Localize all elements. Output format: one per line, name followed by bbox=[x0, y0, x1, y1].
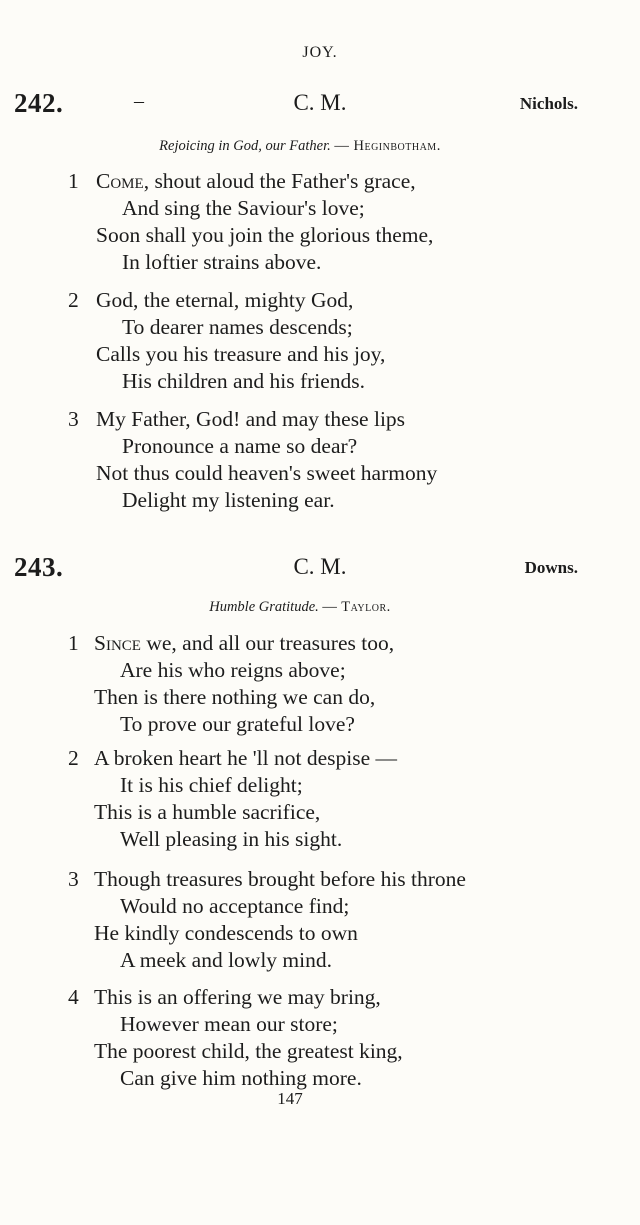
subtitle-author: — Taylor. bbox=[322, 599, 391, 615]
subtitle-author: — Heginbotham. bbox=[334, 138, 441, 154]
verse-line: And sing the Saviour's love; bbox=[122, 196, 365, 220]
verse-line: Well pleasing in his sight. bbox=[120, 827, 343, 851]
hymn-number: 243. bbox=[14, 552, 64, 582]
line-text: , shout aloud the Father's grace, bbox=[143, 169, 416, 193]
verse-line: Pronounce a name so dear? bbox=[122, 434, 358, 458]
verse-line: He kindly condescends to own bbox=[94, 921, 358, 945]
verse-line: It is his chief delight; bbox=[120, 773, 303, 797]
verse-number: 1 bbox=[68, 631, 79, 655]
hymn-number: 242. bbox=[14, 88, 64, 118]
verse-line: Though treasures brought before his throne bbox=[94, 867, 466, 891]
verse-line: God, the eternal, mighty God, bbox=[96, 288, 354, 312]
verse-number: 2 bbox=[68, 288, 79, 312]
hymn-242-subtitle bbox=[0, 138, 600, 155]
hymn-tune: Downs. bbox=[524, 558, 578, 577]
verse-line: A broken heart he 'll not despise — bbox=[94, 746, 398, 770]
verse-line: His children and his friends. bbox=[122, 369, 366, 393]
running-head: JOY. bbox=[302, 44, 338, 61]
verse-line bbox=[96, 168, 416, 194]
hymn-243-subtitle bbox=[0, 599, 600, 616]
verse-line: A meek and lowly mind. bbox=[120, 948, 332, 972]
verse-line: Would no acceptance find; bbox=[120, 894, 350, 918]
verse-line: This is a humble sacrifice, bbox=[94, 800, 321, 824]
hymn-tune: Nichols. bbox=[519, 94, 578, 113]
verse-line: To dearer names descends; bbox=[122, 315, 353, 339]
first-word: Since bbox=[94, 631, 141, 655]
hymn-dash: – bbox=[134, 90, 144, 112]
hymn-meter: C. M. bbox=[293, 554, 347, 579]
verse-line: Calls you his treasure and his joy, bbox=[96, 342, 386, 366]
verse-line: Then is there nothing we can do, bbox=[94, 685, 376, 709]
verse-line: Not thus could heaven's sweet harmony bbox=[96, 461, 438, 485]
first-word: Come bbox=[96, 169, 144, 193]
verse-line: Soon shall you join the glorious theme, bbox=[96, 223, 434, 247]
verse-number: 2 bbox=[68, 746, 79, 770]
verse-line: This is an offering we may bring, bbox=[94, 985, 381, 1009]
page-number: 147 bbox=[277, 1089, 303, 1108]
verse-number: 3 bbox=[68, 407, 79, 431]
verse-number: 3 bbox=[68, 867, 79, 891]
hymn-243-header bbox=[0, 552, 640, 586]
verse-number: 1 bbox=[68, 169, 79, 193]
verse-line: Are his who reigns above; bbox=[120, 658, 346, 682]
verse-line: The poorest child, the greatest king, bbox=[94, 1039, 403, 1063]
hymn-242-header bbox=[0, 88, 640, 122]
verse-line bbox=[94, 630, 394, 656]
verse-line: Delight my listening ear. bbox=[122, 488, 335, 512]
verse-line: My Father, God! and may these lips bbox=[96, 407, 406, 431]
subtitle-title: Rejoicing in God, our Father. bbox=[159, 138, 331, 154]
subtitle-title: Humble Gratitude. bbox=[209, 599, 319, 615]
verse-line: However mean our store; bbox=[120, 1012, 338, 1036]
hymn-meter: C. M. bbox=[293, 90, 347, 115]
verse-line: Can give him nothing more. bbox=[120, 1066, 362, 1090]
verse-number: 4 bbox=[68, 985, 79, 1009]
verse-line: In loftier strains above. bbox=[122, 250, 322, 274]
verse-line: To prove our grateful love? bbox=[120, 712, 355, 736]
line-text: we, and all our treasures too, bbox=[140, 631, 395, 655]
